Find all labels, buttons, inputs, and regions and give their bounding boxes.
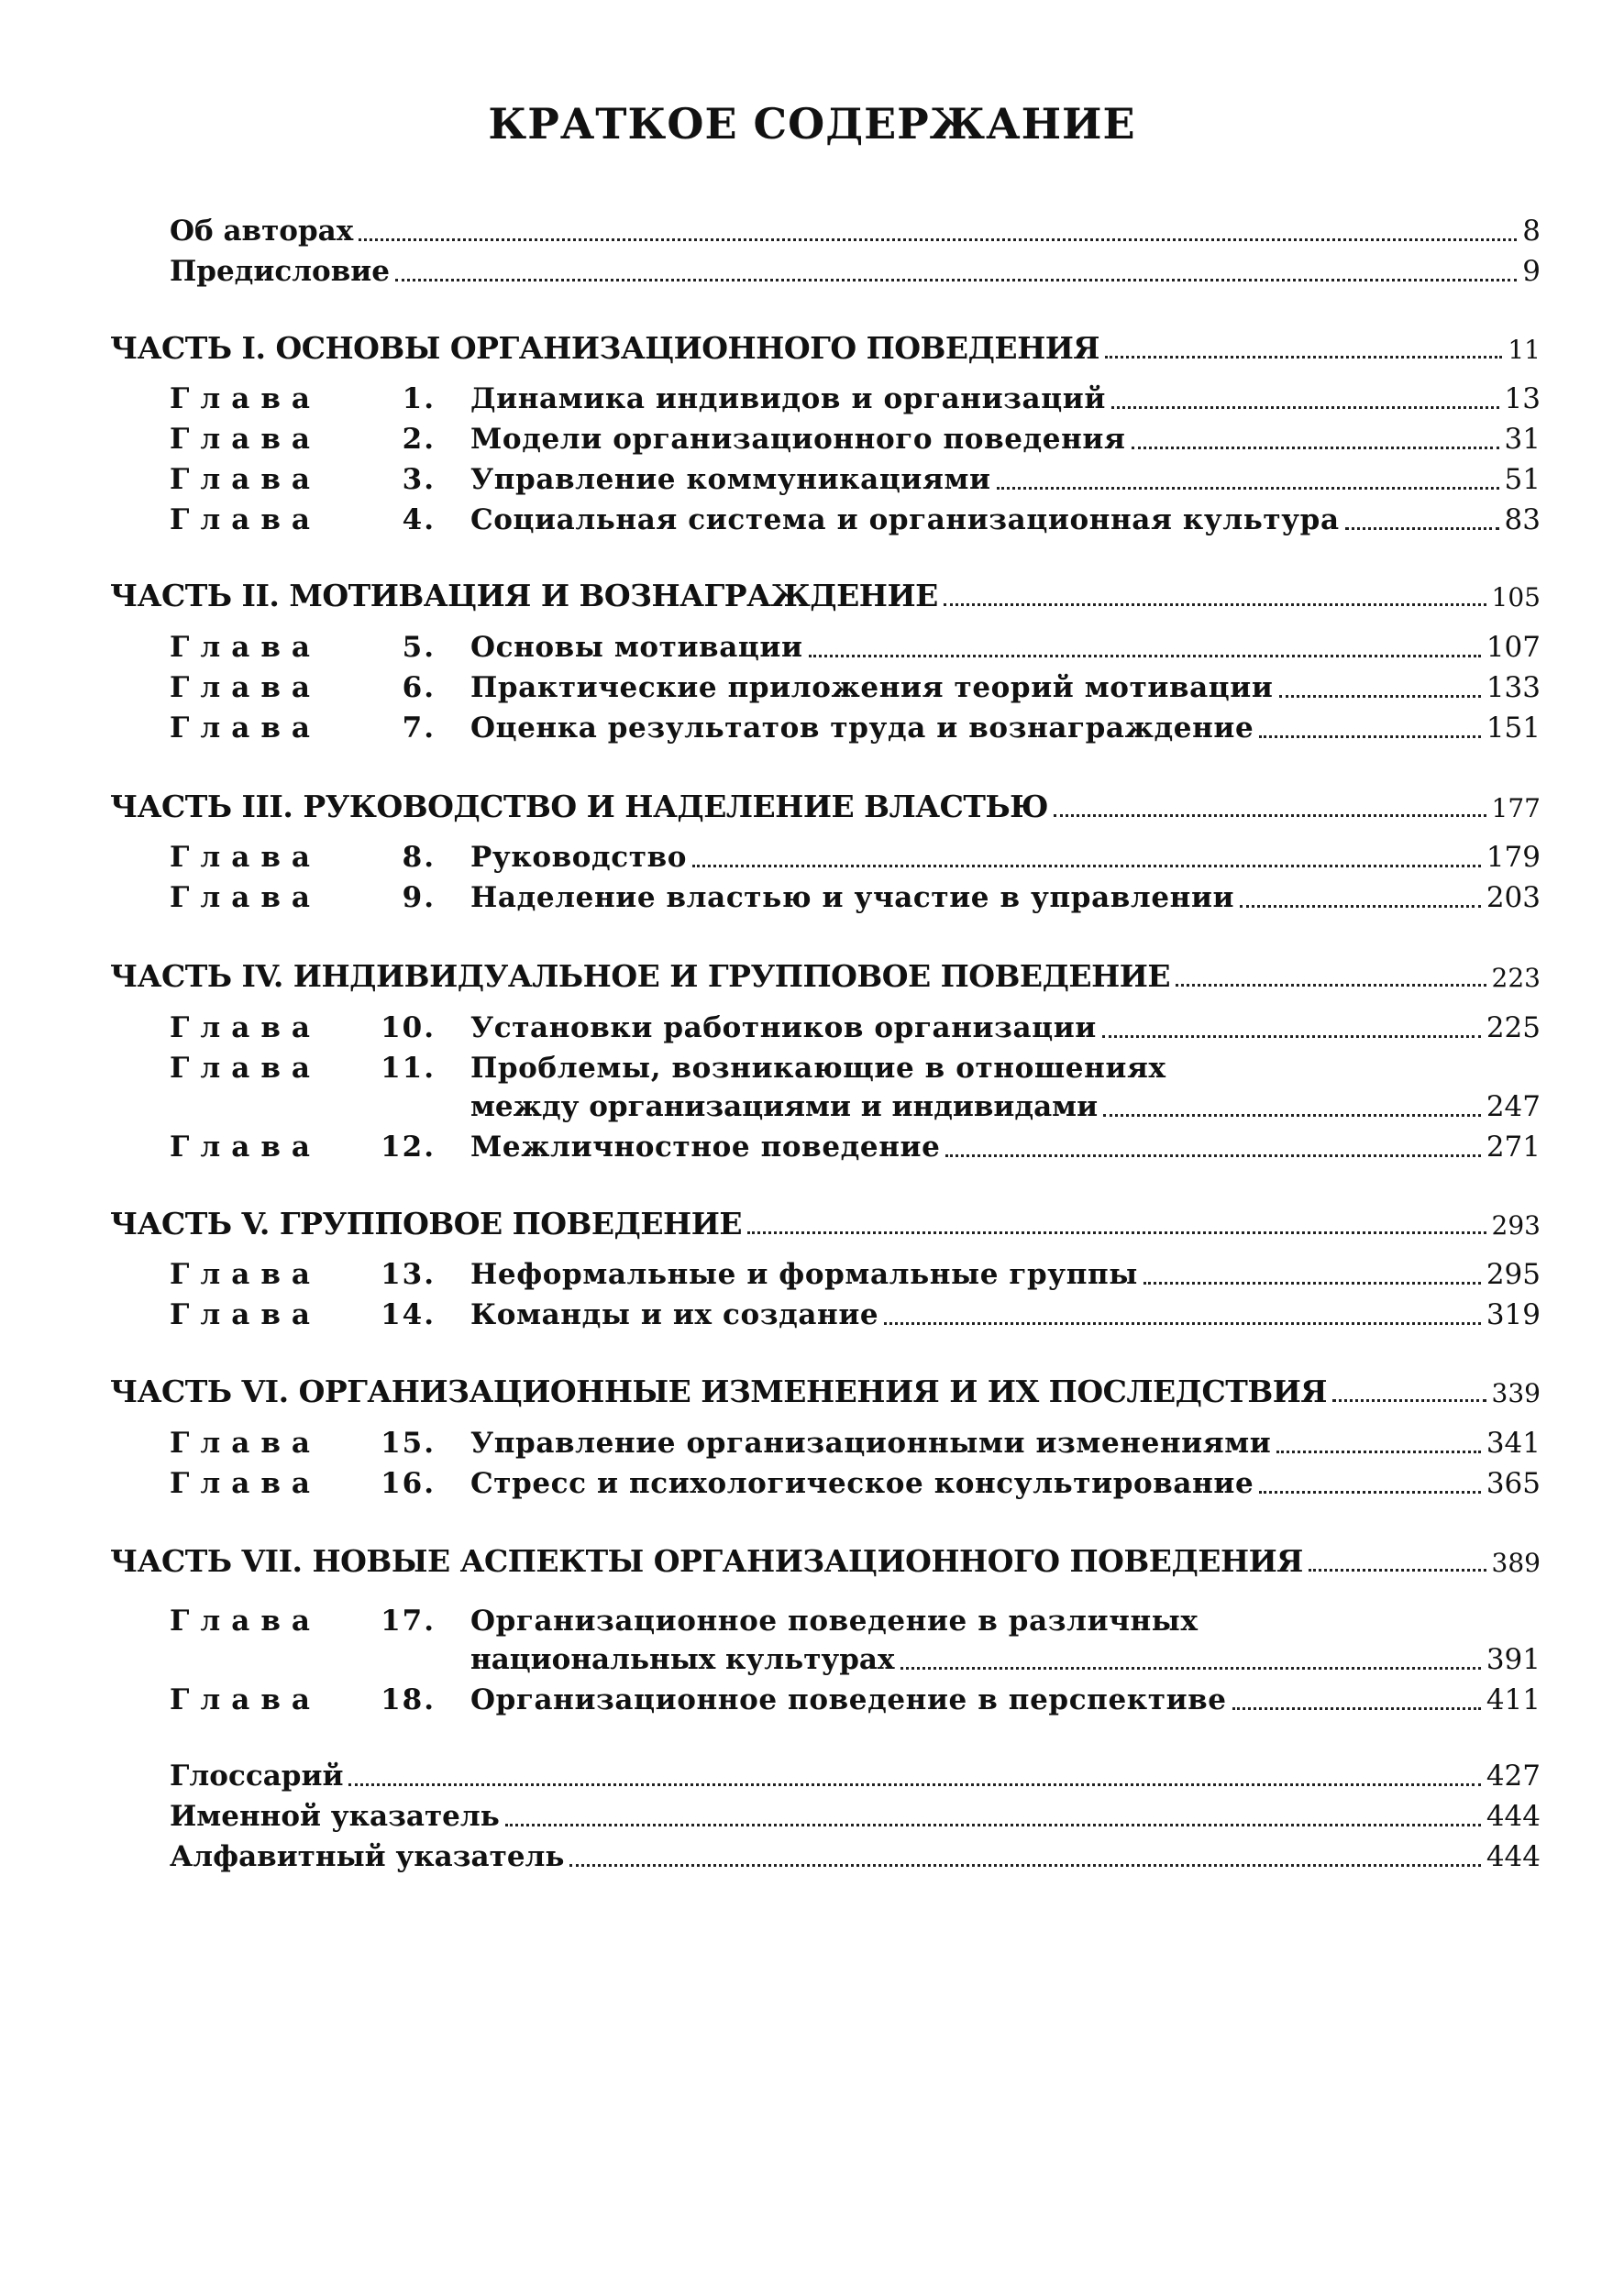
- chapter-title: Неформальные и формальные группы: [470, 1258, 1138, 1291]
- toc-part-7[interactable]: [110, 1541, 1541, 1582]
- chapter-word: Глава: [170, 881, 321, 914]
- table-of-contents: [110, 0, 1541, 2273]
- chapter-title: Организационное поведение в перспективе: [470, 1683, 1227, 1716]
- toc-entry-about-authors[interactable]: [170, 211, 1541, 251]
- chapter-title: Практические приложения теорий мотивации: [470, 671, 1274, 704]
- toc-chapter-15[interactable]: [170, 1423, 1541, 1463]
- toc-part-1[interactable]: [110, 328, 1541, 369]
- chapter-title: Проблемы, возникающие в отношениях: [470, 1052, 1166, 1085]
- toc-page-number: 51: [1504, 463, 1541, 496]
- chapter-title: Управление организационными изменениями: [470, 1427, 1272, 1460]
- chapter-title: Команды и их создание: [470, 1298, 879, 1331]
- toc-page-number: 341: [1486, 1427, 1541, 1460]
- chapter-number: 5.: [402, 631, 436, 664]
- chapter-title: Оценка результатов труда и вознаграждение: [470, 712, 1254, 745]
- dot-leader: [944, 601, 1486, 606]
- toc-chapter-18[interactable]: [170, 1680, 1541, 1720]
- toc-page-number: 319: [1486, 1298, 1541, 1331]
- chapter-word: Глава: [170, 1605, 321, 1638]
- chapter-word: Глава: [170, 1258, 321, 1291]
- toc-part-4[interactable]: [110, 956, 1541, 997]
- chapter-number: 16.: [381, 1467, 436, 1500]
- dot-leader: [1132, 445, 1499, 449]
- part-label: ЧАСТЬ V. ГРУППОВОЕ ПОВЕДЕНИЕ: [110, 1206, 743, 1241]
- dot-leader: [1111, 404, 1499, 409]
- part-label: ЧАСТЬ VI. ОРГАНИЗАЦИОННЫЕ ИЗМЕНЕНИЯ И ИХ ПОСЛЕДСТВИЯ: [110, 1374, 1328, 1409]
- toc-chapter-13[interactable]: [170, 1254, 1541, 1295]
- chapter-word: Глава: [170, 1427, 321, 1460]
- toc-chapter-7[interactable]: [170, 708, 1541, 748]
- toc-page-number: 293: [1491, 1210, 1541, 1241]
- toc-page-number: 8: [1522, 215, 1541, 248]
- dot-leader: [1276, 1449, 1480, 1453]
- chapter-number: 15.: [381, 1427, 436, 1460]
- part-label: ЧАСТЬ II. МОТИВАЦИЯ И ВОЗНАГРАЖДЕНИЕ: [110, 578, 938, 613]
- chapter-word: Глава: [170, 1467, 321, 1500]
- chapter-word: Глава: [170, 1011, 321, 1044]
- chapter-title: Динамика индивидов и организаций: [470, 382, 1106, 415]
- toc-chapter-12[interactable]: [170, 1127, 1541, 1167]
- chapter-number: 8.: [402, 841, 436, 874]
- toc-page-number: 444: [1486, 1800, 1541, 1833]
- toc-chapter-17-continued[interactable]: [170, 1639, 1541, 1680]
- chapter-number: 17.: [381, 1605, 436, 1638]
- toc-entry-label: Алфавитный указатель: [170, 1840, 565, 1873]
- dot-leader: [1232, 1705, 1481, 1710]
- chapter-title: Управление коммуникациями: [470, 463, 991, 496]
- toc-chapter-8[interactable]: [170, 837, 1541, 877]
- part-label: ЧАСТЬ III. РУКОВОДСТВО И НАДЕЛЕНИЕ ВЛАСТЬЮ: [110, 789, 1049, 824]
- toc-page-number: 444: [1486, 1840, 1541, 1873]
- chapter-title: Основы мотивации: [470, 631, 803, 664]
- chapter-title: Межличностное поведение: [470, 1131, 941, 1164]
- page-title: КРАТКОЕ СОДЕРЖАНИЕ: [488, 99, 1136, 149]
- dot-leader: [505, 1822, 1481, 1826]
- toc-part-5[interactable]: [110, 1204, 1541, 1244]
- part-label: ЧАСТЬ VII. НОВЫЕ АСПЕКТЫ ОРГАНИЗАЦИОННОГО ПОВЕДЕНИЯ: [110, 1543, 1303, 1579]
- chapter-word: Глава: [170, 1298, 321, 1331]
- toc-chapter-5[interactable]: [170, 627, 1541, 668]
- dot-leader: [900, 1665, 1481, 1670]
- toc-part-6[interactable]: [110, 1372, 1541, 1412]
- dot-leader: [1105, 354, 1502, 359]
- chapter-word: Глава: [170, 631, 321, 664]
- toc-chapter-14[interactable]: [170, 1295, 1541, 1335]
- toc-entry-glossary[interactable]: [170, 1756, 1541, 1796]
- chapter-title: Руководство: [470, 841, 687, 874]
- chapter-number: 11.: [381, 1052, 436, 1085]
- chapter-number: 7.: [402, 712, 436, 745]
- toc-page-number: 9: [1522, 255, 1541, 288]
- chapter-number: 9.: [402, 881, 436, 914]
- chapter-number: 4.: [402, 503, 436, 536]
- toc-chapter-2[interactable]: [170, 419, 1541, 459]
- chapter-word: Глава: [170, 1683, 321, 1716]
- chapter-number: 3.: [402, 463, 436, 496]
- toc-page-number: 151: [1486, 712, 1541, 745]
- toc-part-3[interactable]: [110, 787, 1541, 827]
- toc-chapter-3[interactable]: [170, 459, 1541, 500]
- dot-leader: [395, 277, 1517, 281]
- dot-leader: [359, 237, 1517, 241]
- dot-leader: [809, 653, 1481, 657]
- part-label: ЧАСТЬ IV. ИНДИВИДУАЛЬНОЕ И ГРУППОВОЕ ПОВЕДЕНИЕ: [110, 958, 1171, 994]
- toc-chapter-6[interactable]: [170, 668, 1541, 708]
- toc-page-number: 365: [1486, 1467, 1541, 1500]
- chapter-word: Глава: [170, 1131, 321, 1164]
- toc-part-2[interactable]: [110, 576, 1541, 616]
- toc-entry-label: Именной указатель: [170, 1800, 500, 1833]
- chapter-word: Глава: [170, 671, 321, 704]
- dot-leader: [1176, 982, 1486, 987]
- chapter-title: Установки работников организации: [470, 1011, 1097, 1044]
- toc-page-number: 13: [1504, 382, 1541, 415]
- toc-entry-subject-index[interactable]: [170, 1837, 1541, 1877]
- dot-leader: [997, 485, 1499, 490]
- toc-page-number: 11: [1508, 335, 1541, 365]
- dot-leader: [1345, 525, 1499, 530]
- chapter-number: 12.: [381, 1131, 436, 1164]
- toc-entry-name-index[interactable]: [170, 1796, 1541, 1837]
- chapter-title: Наделение властью и участие в управлении: [470, 881, 1235, 914]
- chapter-title: Модели организационного поведения: [470, 423, 1126, 456]
- chapter-word: Глава: [170, 503, 321, 536]
- toc-page-number: 295: [1486, 1258, 1541, 1291]
- chapter-number: 14.: [381, 1298, 436, 1331]
- toc-page-number: 31: [1504, 423, 1541, 456]
- chapter-word: Глава: [170, 712, 321, 745]
- dot-leader: [569, 1862, 1480, 1867]
- chapter-number: 6.: [402, 671, 436, 704]
- dot-leader: [1102, 1033, 1481, 1038]
- dot-leader: [1143, 1280, 1481, 1285]
- chapter-number: 18.: [381, 1683, 436, 1716]
- toc-page-number: 133: [1486, 671, 1541, 704]
- toc-page-number: 339: [1491, 1378, 1541, 1408]
- chapter-word: Глава: [170, 423, 321, 456]
- dot-leader: [1332, 1397, 1486, 1402]
- dot-leader: [1259, 1489, 1481, 1494]
- toc-entry-preface[interactable]: [170, 251, 1541, 292]
- toc-chapter-10[interactable]: [170, 1008, 1541, 1048]
- part-label: ЧАСТЬ I. ОСНОВЫ ОРГАНИЗАЦИОННОГО ПОВЕДЕНИЯ: [110, 330, 1100, 366]
- toc-chapter-17[interactable]: [170, 1601, 1541, 1641]
- dot-leader: [884, 1320, 1481, 1325]
- dot-leader: [1259, 734, 1481, 738]
- dot-leader: [945, 1153, 1480, 1157]
- dot-leader: [1279, 693, 1481, 698]
- toc-entry-label: Об авторах: [170, 215, 354, 248]
- chapter-title-continued: между организациями и индивидами: [470, 1090, 1099, 1123]
- toc-page-number: 225: [1486, 1011, 1541, 1044]
- toc-page-number: 391: [1486, 1643, 1541, 1676]
- toc-chapter-9[interactable]: [170, 877, 1541, 918]
- toc-chapter-11-continued[interactable]: [170, 1087, 1541, 1127]
- dot-leader: [1103, 1112, 1481, 1117]
- toc-page-number: 427: [1486, 1760, 1541, 1793]
- dot-leader: [348, 1782, 1480, 1786]
- toc-page-number: 83: [1504, 503, 1541, 536]
- toc-entry-label: Предисловие: [170, 255, 390, 288]
- dot-leader: [1240, 903, 1481, 908]
- toc-page-number: 389: [1491, 1548, 1541, 1578]
- dot-leader: [692, 863, 1481, 867]
- chapter-title-continued: национальных культурах: [470, 1643, 895, 1676]
- chapter-number: 2.: [402, 423, 436, 456]
- toc-page-number: 247: [1486, 1090, 1541, 1123]
- toc-page-number: 179: [1486, 841, 1541, 874]
- toc-page-number: 177: [1491, 793, 1541, 823]
- dot-leader: [1309, 1567, 1486, 1572]
- chapter-title: Стресс и психологическое консультирование: [470, 1467, 1254, 1500]
- toc-chapter-1[interactable]: [170, 379, 1541, 419]
- toc-chapter-11[interactable]: [170, 1048, 1541, 1088]
- chapter-word: Глава: [170, 382, 321, 415]
- dot-leader: [1054, 812, 1486, 817]
- toc-page-number: 105: [1491, 582, 1541, 612]
- chapter-word: Глава: [170, 463, 321, 496]
- chapter-word: Глава: [170, 1052, 321, 1085]
- toc-page-number: 271: [1486, 1131, 1541, 1164]
- toc-chapter-16[interactable]: [170, 1463, 1541, 1504]
- toc-page-number: 203: [1486, 881, 1541, 914]
- toc-chapter-4[interactable]: [170, 500, 1541, 540]
- chapter-title: Организационное поведение в различных: [470, 1605, 1199, 1638]
- chapter-number: 13.: [381, 1258, 436, 1291]
- toc-page-number: 107: [1486, 631, 1541, 664]
- toc-page-number: 223: [1491, 963, 1541, 993]
- chapter-title: Социальная система и организационная культура: [470, 503, 1340, 536]
- dot-leader: [747, 1230, 1486, 1234]
- chapter-word: Глава: [170, 841, 321, 874]
- chapter-number: 10.: [381, 1011, 436, 1044]
- toc-entry-label: Глоссарий: [170, 1760, 344, 1793]
- chapter-number: 1.: [402, 382, 436, 415]
- toc-page-number: 411: [1486, 1683, 1541, 1716]
